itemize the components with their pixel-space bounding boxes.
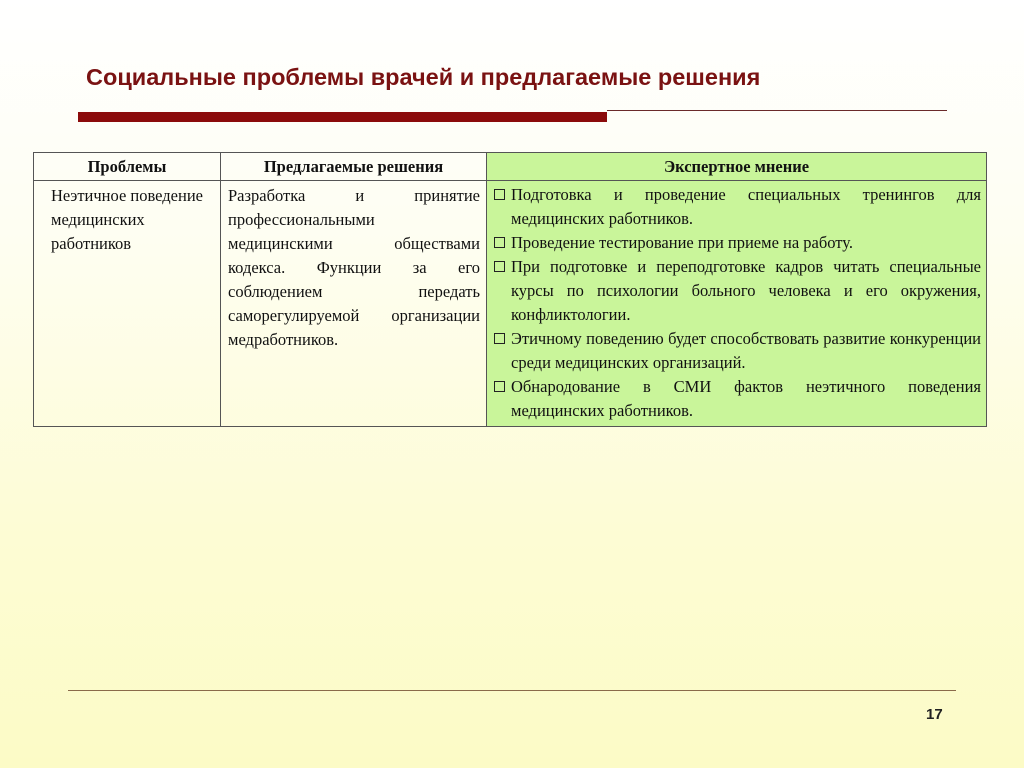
expert-opinion-item [493, 375, 981, 423]
expert-opinion-item [493, 327, 981, 375]
expert-opinion-item [493, 255, 981, 327]
checkbox-bullet-icon [494, 189, 505, 200]
expert-opinion-text: Подготовка и проведение специальных тренингов для медицинских работников. [511, 185, 981, 228]
expert-opinion-cell [487, 181, 987, 427]
footer-divider [68, 690, 956, 691]
header-solutions: Предлагаемые решения [221, 153, 487, 181]
solution-cell: Разработка и принятие профессиональными медицинскими обществами кодекса. Функции за его соблюдением передать саморегулируемой организации медработников. [221, 181, 487, 427]
checkbox-bullet-icon [494, 237, 505, 248]
table-header-row [34, 153, 987, 181]
expert-opinion-text: При подготовке и переподготовке кадров читать специальные курсы по психологии больного человека и его окружения, конфликтологии. [511, 257, 981, 324]
checkbox-bullet-icon [494, 381, 505, 392]
expert-opinion-item [493, 231, 981, 255]
expert-opinion-text: Этичному поведению будет способствовать развитие конкуренции среди медицинских организаций. [511, 329, 981, 372]
checkbox-bullet-icon [494, 261, 505, 272]
page-number: 17 [926, 706, 943, 723]
problem-cell: Неэтичное поведение медицинских работников [34, 181, 221, 427]
problems-table [33, 152, 987, 427]
title-underline-thin [607, 110, 947, 111]
header-expert-opinion: Экспертное мнение [487, 153, 987, 181]
table-row [34, 181, 987, 427]
expert-opinion-text: Обнародование в СМИ фактов неэтичного поведения медицинских работников. [511, 377, 981, 420]
title-underline-thick [78, 112, 607, 122]
header-problems: Проблемы [34, 153, 221, 181]
expert-opinion-text: Проведение тестирование при приеме на работу. [511, 233, 854, 252]
expert-opinion-item [493, 183, 981, 231]
checkbox-bullet-icon [494, 333, 505, 344]
slide-title: Социальные проблемы врачей и предлагаемые решения [86, 64, 761, 90]
